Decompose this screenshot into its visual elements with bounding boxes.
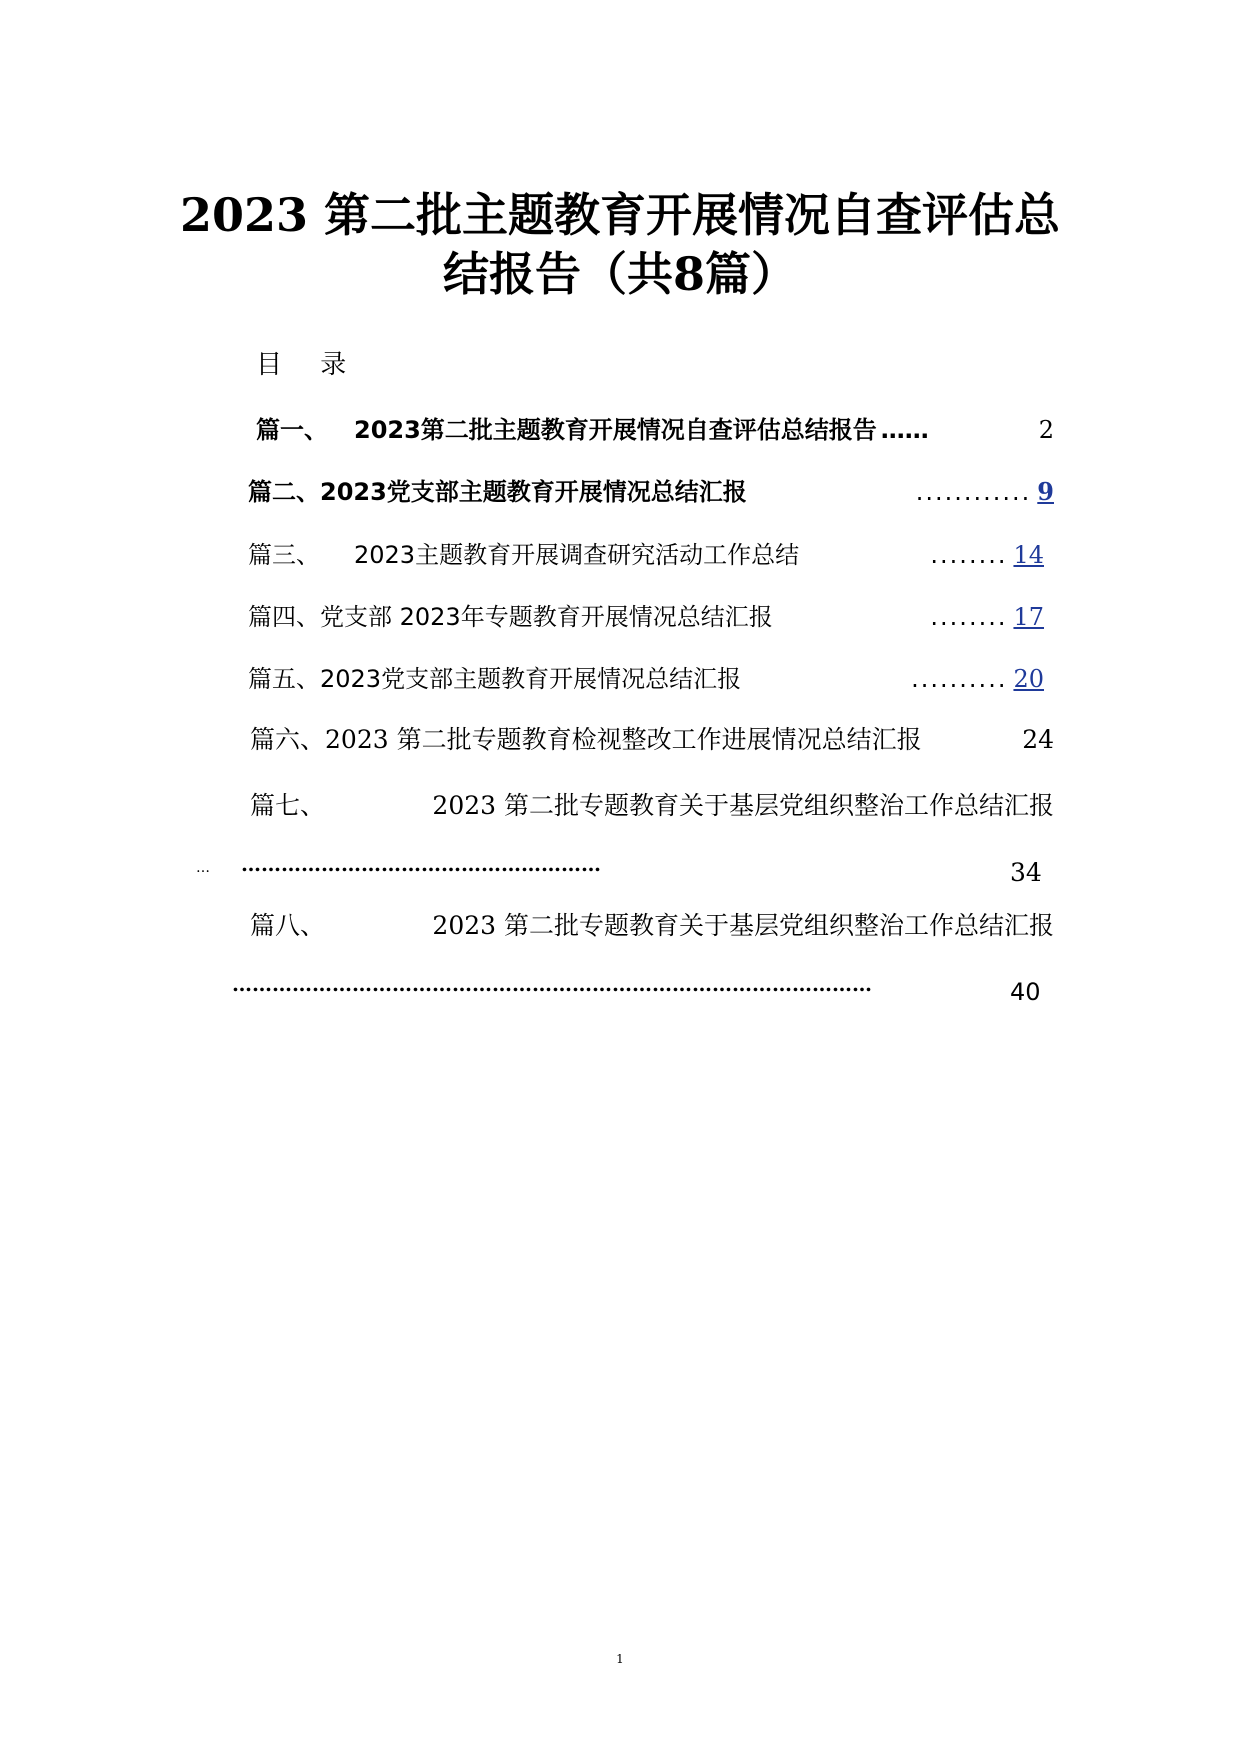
toc-page-link[interactable]: 9 <box>1037 477 1054 506</box>
toc-entry-number: 篇五、 <box>248 665 320 693</box>
toc-entry-number: 篇二、 <box>248 478 320 506</box>
toc-leader-dots: .......... <box>911 665 1008 693</box>
toc-entry-title: 2023 第二批专题教育检视整改工作进展情况总结汇报 <box>325 725 922 754</box>
toc-leader-dots: ........ <box>930 603 1008 631</box>
toc-entry-4[interactable] <box>248 597 1044 632</box>
toc-entry-number: 篇七、 <box>250 791 326 820</box>
toc-entry-7[interactable] <box>250 786 1054 822</box>
toc-entry-title: 党支部 2023年专题教育开展情况总结汇报 <box>320 603 773 631</box>
toc-entry-number: 篇四、 <box>248 603 320 631</box>
toc-heading: 目 录 <box>256 350 347 380</box>
toc-entry-number: 篇六、 <box>250 725 326 754</box>
toc-entry-title: 2023主题教育开展调查研究活动工作总结 <box>354 541 800 569</box>
toc-entry-number: 篇八、 <box>250 911 326 940</box>
toc-page-number: 24 <box>1022 725 1054 754</box>
toc-leader-dots: …… <box>880 416 929 444</box>
toc-page-number: 40 <box>1010 978 1041 1006</box>
page-number: 1 <box>616 1652 624 1666</box>
document-title-line-2: 结报告（共8篇） <box>442 247 797 301</box>
toc-page-link[interactable]: 20 <box>1013 665 1044 693</box>
toc-page-number: 34 <box>1010 858 1042 887</box>
toc-entry-number: 篇一、 <box>256 416 328 444</box>
toc-entry-2[interactable] <box>248 472 1054 507</box>
toc-entry-title: 2023 第二批专题教育关于基层党组织整治工作总结汇报 <box>432 791 1054 820</box>
toc-leader-dots: …………………………………………………………………………………… <box>232 972 872 996</box>
toc-leader-dots: ……………………………………………… <box>241 852 601 876</box>
toc-entry-title: 2023党支部主题教育开展情况总结汇报 <box>320 665 742 693</box>
toc-leader-dots: ............ <box>915 478 1032 506</box>
toc-entry-6[interactable] <box>250 720 1054 756</box>
toc-entry-8[interactable] <box>250 906 1054 942</box>
toc-entry-1[interactable] <box>256 410 1054 445</box>
toc-entry-title: 2023党支部主题教育开展情况总结汇报 <box>320 478 747 506</box>
toc-entry-title: 2023第二批主题教育开展情况自查评估总结报告 <box>354 416 877 444</box>
toc-page-link[interactable]: 17 <box>1013 603 1044 631</box>
document-title-line-1: 2023 第二批主题教育开展情况自查评估总 <box>179 188 1061 242</box>
toc-entry-title: 2023 第二批专题教育关于基层党组织整治工作总结汇报 <box>432 911 1054 940</box>
toc-leader-stub: … <box>196 860 211 876</box>
toc-entry-number: 篇三、 <box>248 541 320 569</box>
toc-entry-5[interactable] <box>248 659 1044 694</box>
toc-entry-3[interactable] <box>248 535 1044 570</box>
toc-page-number: 2 <box>1038 416 1054 444</box>
toc-page-link[interactable]: 14 <box>1013 541 1044 569</box>
toc-leader-dots: ........ <box>930 541 1008 569</box>
